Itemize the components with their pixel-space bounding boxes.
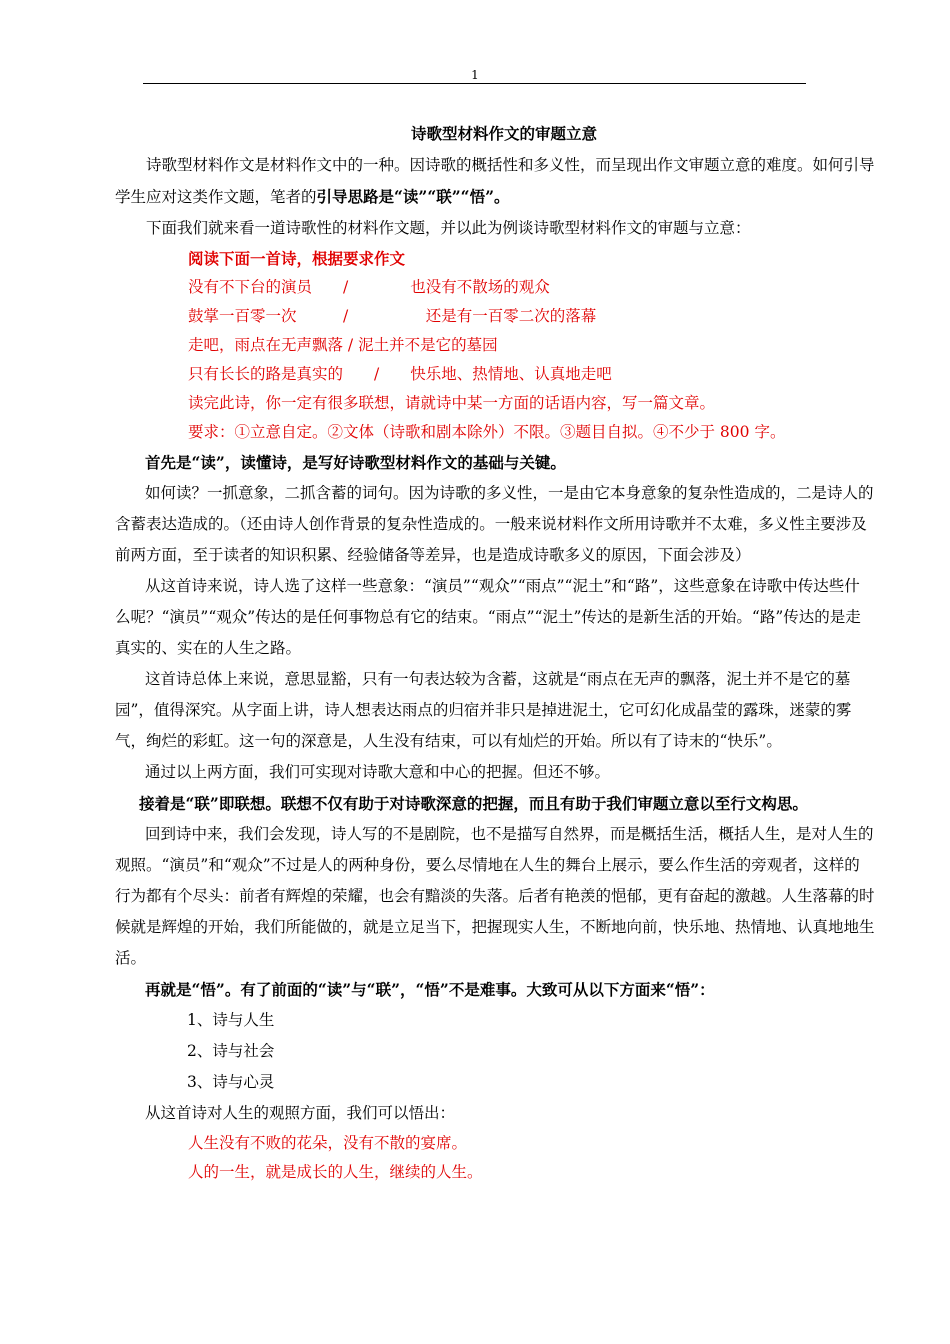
body-paragraph: 通过以上两方面，我们可实现对诗歌大意和中心的把握。但还不够。 bbox=[145, 763, 611, 781]
prompt-requirements: 要求：①立意自定。②文体（诗歌和剧本除外）不限。③题目自拟。④不少于 800 字。 bbox=[188, 423, 786, 441]
conclusion-quote: 人生没有不败的花朵，没有不散的宴席。 bbox=[188, 1134, 468, 1152]
header-rule bbox=[143, 83, 806, 84]
body-paragraph: 从这首诗对人生的观照方面，我们可以悟出： bbox=[145, 1104, 456, 1122]
section-heading-link: 接着是“联”即联想。联想不仅有助于对诗歌深意的把握，而且有助于我们审题立意以至行文构思。 bbox=[139, 794, 808, 813]
section-heading-realize: 再就是“悟”。有了前面的“读”与“联”，“悟”不是难事。大致可从以下方面来“悟”： bbox=[145, 980, 715, 999]
list-item: 3、诗与心灵 bbox=[187, 1073, 275, 1091]
body-paragraph: 回到诗中来，我们会发现，诗人写的不是剧院，也不是描写自然界，而是概括生活，概括人生，是对人生的观照。“演员”和“观众”不过是人的两种身份，要么尽情地在人生的舞台上展示，要么作生活的旁观者，这样的行为都有个尽头：前者有辉煌的荣耀，也会有黯淡的失落。后者有艳羡的悒郁，更有奋起的激越。人生落幕的时候就是辉煌的开始，我们所能做的，就是立足当下，把握现实人生，不断地向前，快乐地、热情地、认真地地生活。 bbox=[115, 825, 875, 967]
list-item: 1、诗与人生 bbox=[187, 1011, 275, 1029]
body-paragraph: 如何读？一抓意象，二抓含蓄的词句。因为诗歌的多义性，一是由它本身意象的复杂性造成的，二是诗人的含蓄表达造成的。（还由诗人创作背景的复杂性造成的。一般来说材料作文所用诗歌并不太难，多义性主要涉及前两方面，至于读者的知识积累、经验储备等差异，也是造成诗歌多义的原因，下面会涉及） bbox=[115, 484, 874, 564]
poem-line: 走吧，雨点在无声飘落 / 泥土并不是它的墓园 bbox=[188, 336, 498, 354]
prompt-task: 读完此诗，你一定有很多联想，请就诗中某一方面的话语内容，写一篇文章。 bbox=[188, 394, 716, 412]
document-title: 诗歌型材料作文的审题立意 bbox=[410, 124, 597, 143]
intro-paragraph bbox=[115, 150, 875, 213]
poem-line: 没有不下台的演员 / 也没有不散场的观众 bbox=[188, 278, 550, 296]
prompt-block bbox=[115, 244, 875, 447]
page-number: 1 bbox=[471, 68, 479, 82]
intro-text: 诗歌型材料作文是材料作文中的一种。因诗歌的概括性和多义性，而呈现出作文审题立意的难度。如何引导学生应对这类作文题，笔者的 bbox=[115, 156, 875, 206]
prompt-heading: 阅读下面一首诗，根据要求作文 bbox=[188, 249, 406, 268]
intro-paragraph-2: 下面我们就来看一道诗歌性的材料作文题，并以此为例谈诗歌型材料作文的审题与立意： bbox=[146, 219, 751, 237]
body-paragraph: 从这首诗来说，诗人选了这样一些意象：“演员”“观众”“雨点”“泥土”和“路”，这些意象在诗歌中传达些什么呢？“演员”“观众”传达的是任何事物总有它的结束。“雨点”“泥土”传达的是新生活的开始。“路”传达的是走真实的、实在的人生之路。 bbox=[115, 577, 861, 657]
poem-line: 只有长长的路是真实的 / 快乐地、热情地、认真地走吧 bbox=[188, 365, 612, 383]
conclusion-quote: 人的一生，就是成长的人生，继续的人生。 bbox=[188, 1163, 483, 1181]
body-paragraph: 这首诗总体上来说，意思显豁，只有一句表达较为含蓄，这就是“雨点在无声的飘落，泥土并不是它的墓园”，值得深究。从字面上讲，诗人想表达雨点的归宿并非只是掉进泥土，它可幻化成晶莹的露珠，迷蒙的雾气，绚烂的彩虹。这一句的深意是，人生没有结束，可以有灿烂的开始。所以有了诗末的“快乐”。 bbox=[115, 670, 852, 750]
list-item: 2、诗与社会 bbox=[187, 1042, 275, 1060]
document-body bbox=[115, 122, 875, 1187]
poem-line: 鼓掌一百零一次 / 还是有一百零二次的落幕 bbox=[188, 307, 597, 325]
intro-bold-text: 引导思路是“读”“联”“悟”。 bbox=[316, 187, 510, 206]
section-heading-read: 首先是“读”，读懂诗，是写好诗歌型材料作文的基础与关键。 bbox=[145, 453, 566, 472]
